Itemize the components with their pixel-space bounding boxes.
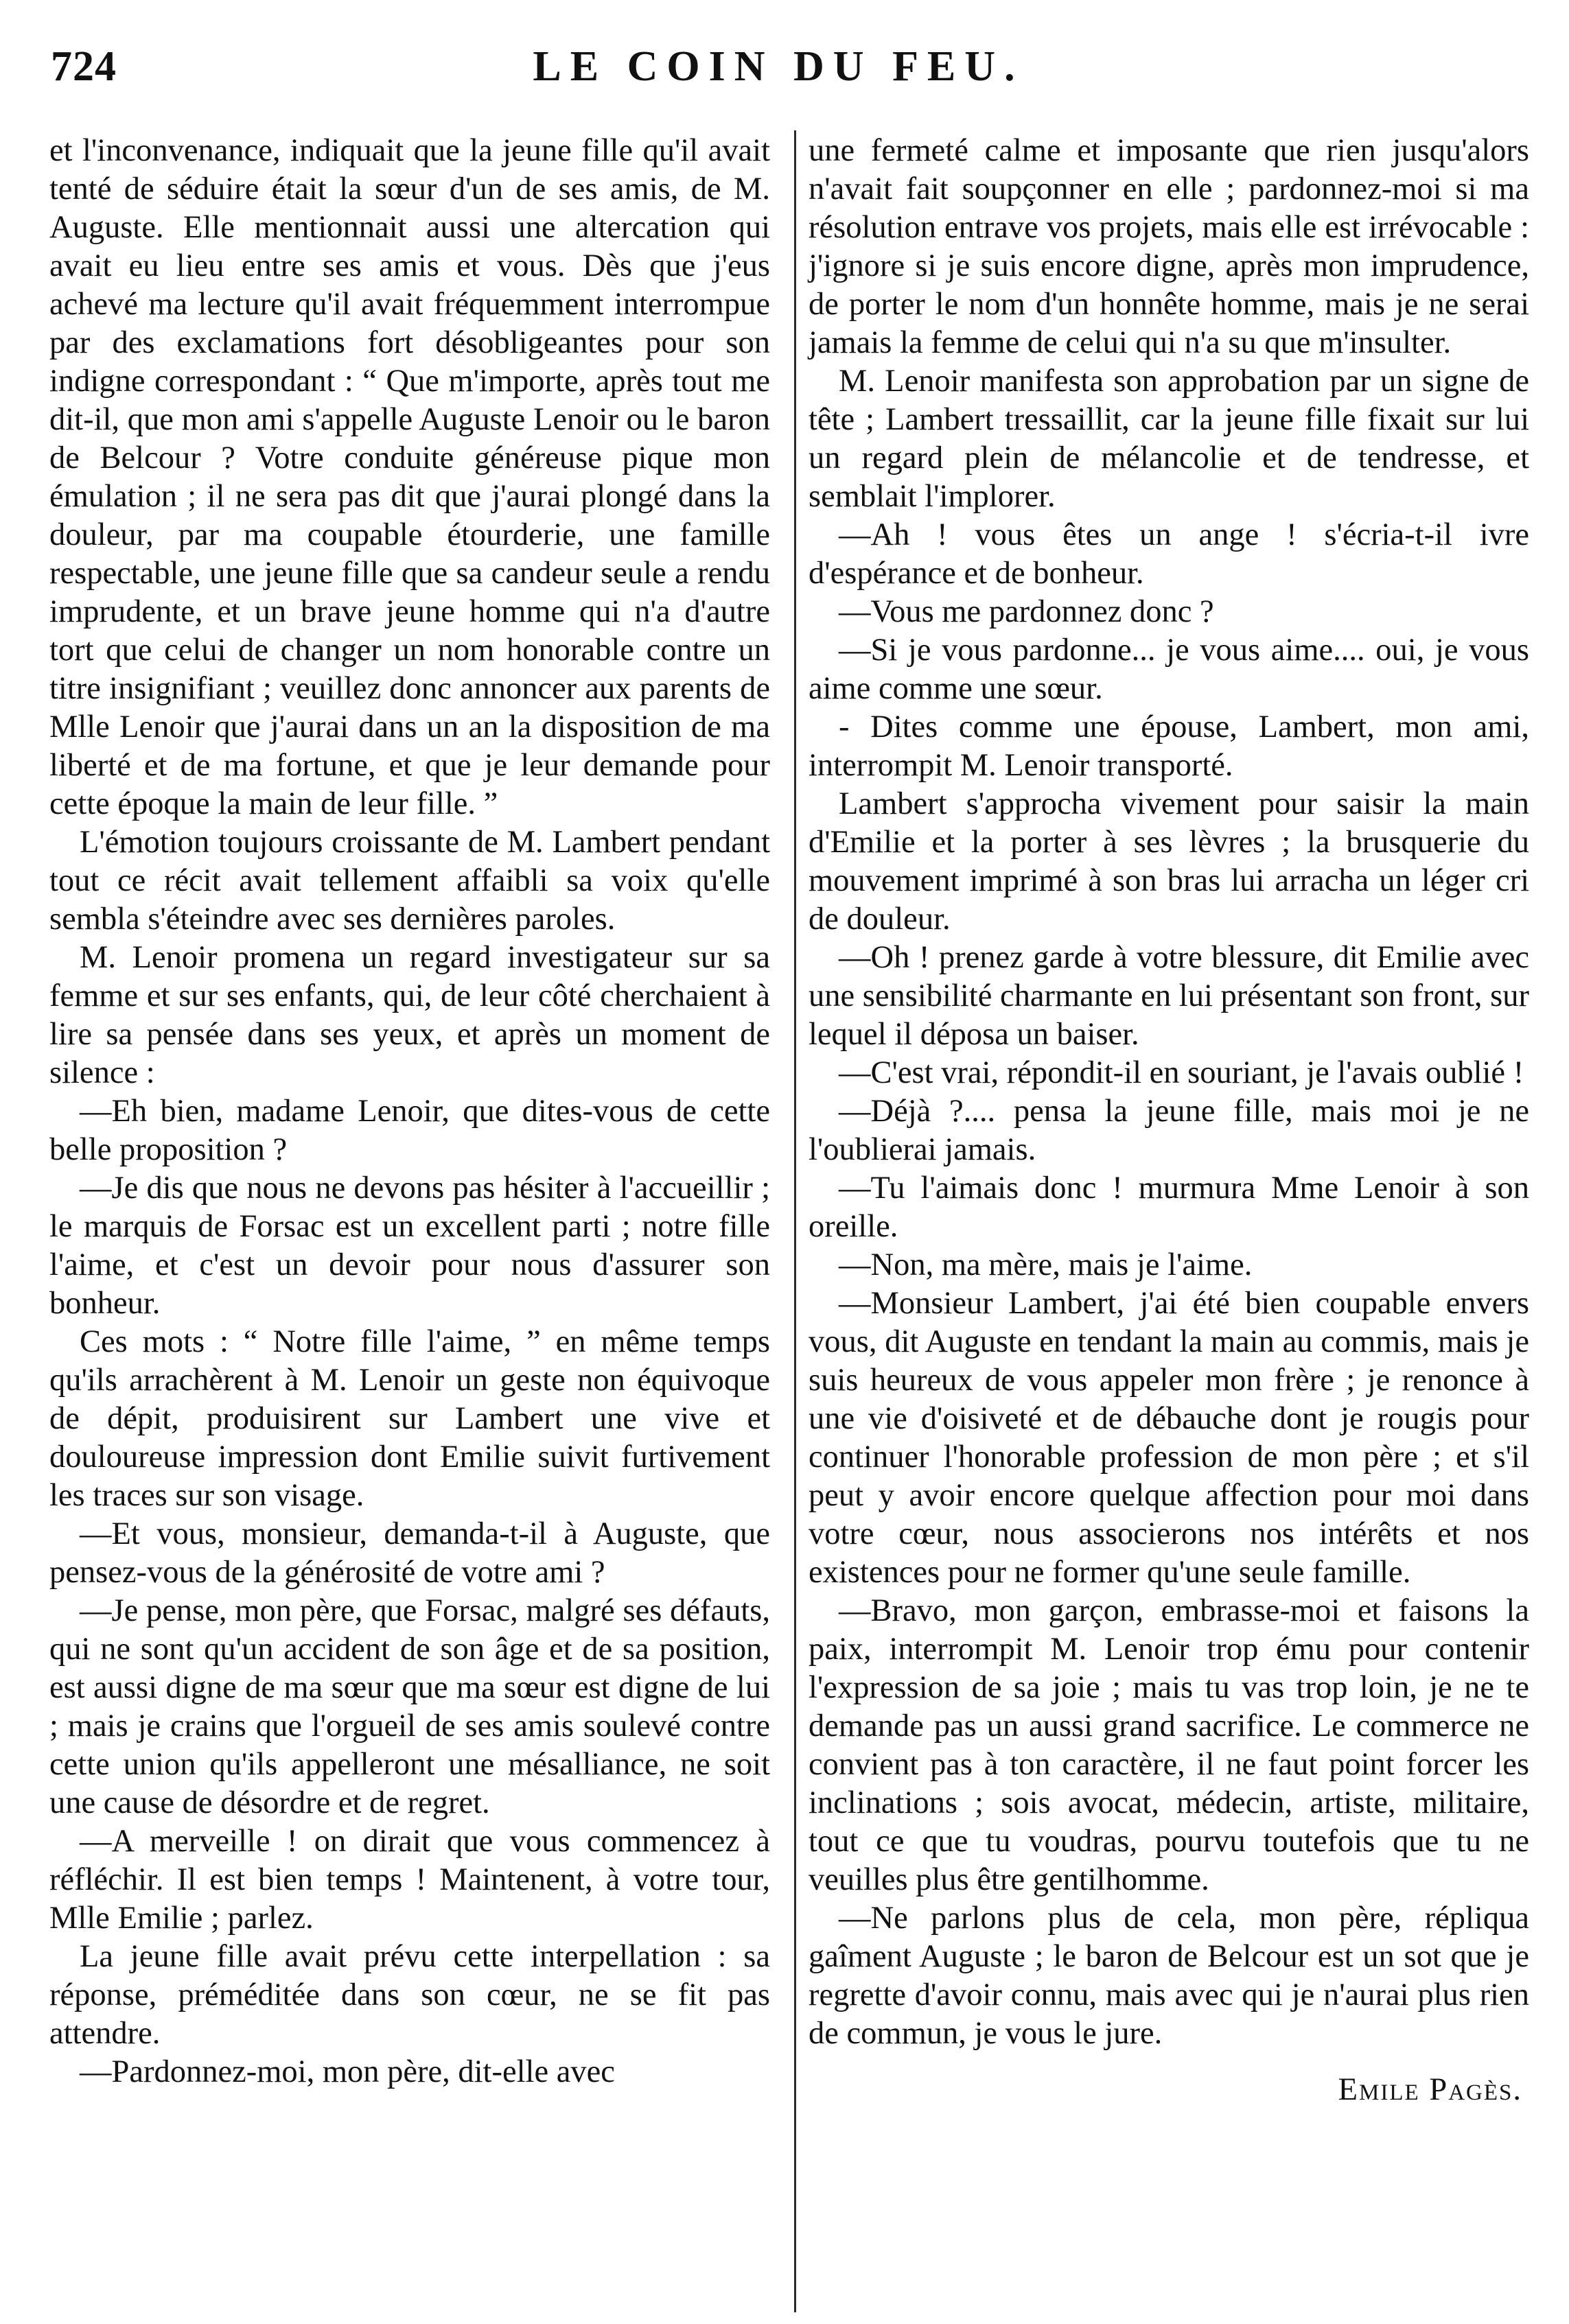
paragraph: Lambert s'approcha vivement pour saisir la main d'Emilie et la porter à ses lèvres ; la brusquerie du mouvement imprimé à son bras lui arracha un léger cri de douleur. xyxy=(809,786,1529,937)
paragraph: une fermeté calme et imposante que rien jusqu'alors n'avait fait soupçonner en elle ; pardonnez-moi si ma résolution entrave vos projets, mais elle est irrévocable : j'ignore si je suis encore digne, après mon imprudence, de porter le nom d'un honnête homme, mais je ne serai jamais la femme de celui qui n'a su que m'insulter. xyxy=(809,133,1529,360)
paragraph: —Ne parlons plus de cela, mon père, répliqua gaîment Auguste ; le baron de Belcour est un sot que je regrette d'avoir connu, mais avec qui je n'aurai plus rien de commun, je vous le jure. xyxy=(809,1901,1529,2051)
author-signature: Emile Pagès. xyxy=(1338,2072,1522,2107)
paragraph: —Non, ma mère, mais je l'aime. xyxy=(839,1247,1253,1282)
paragraph: —Je dis que nous ne devons pas hésiter à l'accueillir ; le marquis de Forsac est un excellent parti ; notre fille l'aime, et c'est un devoir pour nous d'assurer son bonheur. xyxy=(49,1171,770,1321)
paragraph: et l'inconvenance, indiquait que la jeune fille qu'il avait tenté de séduire était la sœur d'un de ses amis, de M. Auguste. Elle mentionnait aussi une altercation qui avait eu lieu entre ses amis et vous. Dès que j'eus achevé ma lecture qu'il avait fréquemment interrompue par des exclamations fort désobligeantes pour son indigne correspondant : “ Que m'importe, après tout me dit-il, que mon ami s'appelle Auguste Lenoir ou le baron de Belcour ? Votre conduite généreuse pique mon émulation ; il ne sera pas dit que j'aurai plongé dans la douleur, par ma coupable étourderie, une famille respectable, une jeune fille que sa candeur seule a rendu imprudente, et un brave jeune homme qui n'a d'autre tort que celui de changer un nom honorable contre un titre insignifiant ; veuillez donc annoncer aux parents de Mlle Lenoir que j'aurai dans un an la disposition de ma liberté et de ma fortune, et que je leur demande pour cette époque la main de leur fille. ” xyxy=(49,133,770,821)
paragraph: —Monsieur Lambert, j'ai été bien coupable envers vous, dit Auguste en tendant la main au commis, mais je suis heureux de vous appeler mon frère ; je renonce à une vie d'oisiveté et de débauche dont je rougis pour continuer l'honorable profession de mon père ; et s'il peut y avoir encore quelque affection pour moi dans votre cœur, nous associerons nos intérêts et nos existences pour ne former qu'une seule famille. xyxy=(809,1286,1529,1590)
paragraph: —Bravo, mon garçon, embrasse-moi et faisons la paix, interrompit M. Lenoir trop ému pour contenir l'expression de sa joie ; mais tu vas trop loin, je ne te demande pas un aussi grand sacrifice. Le commerce ne convient pas à ton caractère, il ne faut point forcer les inclinations ; sois avocat, médecin, artiste, militaire, tout ce que tu voudras, pourvu toutefois que tu ne veuilles plus être gentilhomme. xyxy=(809,1593,1529,1897)
paragraph: M. Lenoir promena un regard investigateur sur sa femme et sur ses enfants, qui, de leur côté cherchaient à lire sa pensée dans ses yeux, et après un moment de silence : xyxy=(49,940,770,1090)
running-title: LE COIN DU FEU. xyxy=(533,43,1024,90)
paragraph: - Dites comme une épouse, Lambert, mon ami, interrompit M. Lenoir transporté. xyxy=(809,709,1529,783)
paragraph: Ces mots : “ Notre fille l'aime, ” en même temps qu'ils arrachèrent à M. Lenoir un geste non équivoque de dépit, produisirent sur Lambert une vive et douloureuse impression dont Emilie suivit furtivement les traces sur son visage. xyxy=(49,1324,770,1513)
paragraph: —Déjà ?.... pensa la jeune fille, mais moi je ne l'oublierai jamais. xyxy=(809,1094,1529,1167)
paragraph: —Oh ! prenez garde à votre blessure, dit Emilie avec une sensibilité charmante en lui présentant son front, sur lequel il déposa un baiser. xyxy=(809,940,1529,1052)
paragraph: La jeune fille avait prévu cette interpellation : sa réponse, préméditée dans son cœur, ne se fit pas attendre. xyxy=(49,1939,770,2051)
column-divider xyxy=(794,130,796,2312)
paragraph: —Si je vous pardonne... je vous aime.... oui, je vous aime comme une sœur. xyxy=(809,633,1529,706)
paragraph: —Pardonnez-moi, mon père, dit-elle avec xyxy=(80,2054,615,2089)
paragraph: —Eh bien, madame Lenoir, que dites-vous de cette belle proposition ? xyxy=(49,1094,770,1167)
paragraph: —Tu l'aimais donc ! murmura Mme Lenoir à son oreille. xyxy=(809,1171,1529,1244)
paragraph: —Ah ! vous êtes un ange ! s'écria-t-il ivre d'espérance et de bonheur. xyxy=(809,517,1529,591)
paragraph: —Vous me pardonnez donc ? xyxy=(839,594,1214,629)
paragraph: —C'est vrai, répondit-il en souriant, je l'avais oublié ! xyxy=(839,1055,1524,1090)
page-header xyxy=(51,36,1506,102)
paragraph: —A merveille ! on dirait que vous commencez à réfléchir. Il est bien temps ! Maintenent, à votre tour, Mlle Emilie ; parlez. xyxy=(49,1824,770,1936)
paragraph: —Je pense, mon père, que Forsac, malgré ses défauts, qui ne sont qu'un accident de son âge et de sa position, est aussi digne de ma sœur que ma sœur est digne de lui ; mais je crains que l'orgueil de ses amis soulevé contre cette union qu'ils appelleront une mésalliance, ne soit une cause de désordre et de regret. xyxy=(49,1593,770,1820)
paragraph: L'émotion toujours croissante de M. Lambert pendant tout ce récit avait tellement affaibli sa voix qu'elle sembla s'éteindre avec ses dernières paroles. xyxy=(49,825,770,937)
paragraph: M. Lenoir manifesta son approbation par un signe de tête ; Lambert tressaillit, car la jeune fille fixait sur lui un regard plein de mélancolie et de tendresse, et semblait l'implorer. xyxy=(809,364,1529,514)
paragraph: —Et vous, monsieur, demanda-t-il à Auguste, que pensez-vous de la générosité de votre ami ? xyxy=(49,1516,770,1590)
page-number: 724 xyxy=(51,43,117,90)
right-column xyxy=(809,132,1529,2300)
left-column xyxy=(49,132,770,2300)
